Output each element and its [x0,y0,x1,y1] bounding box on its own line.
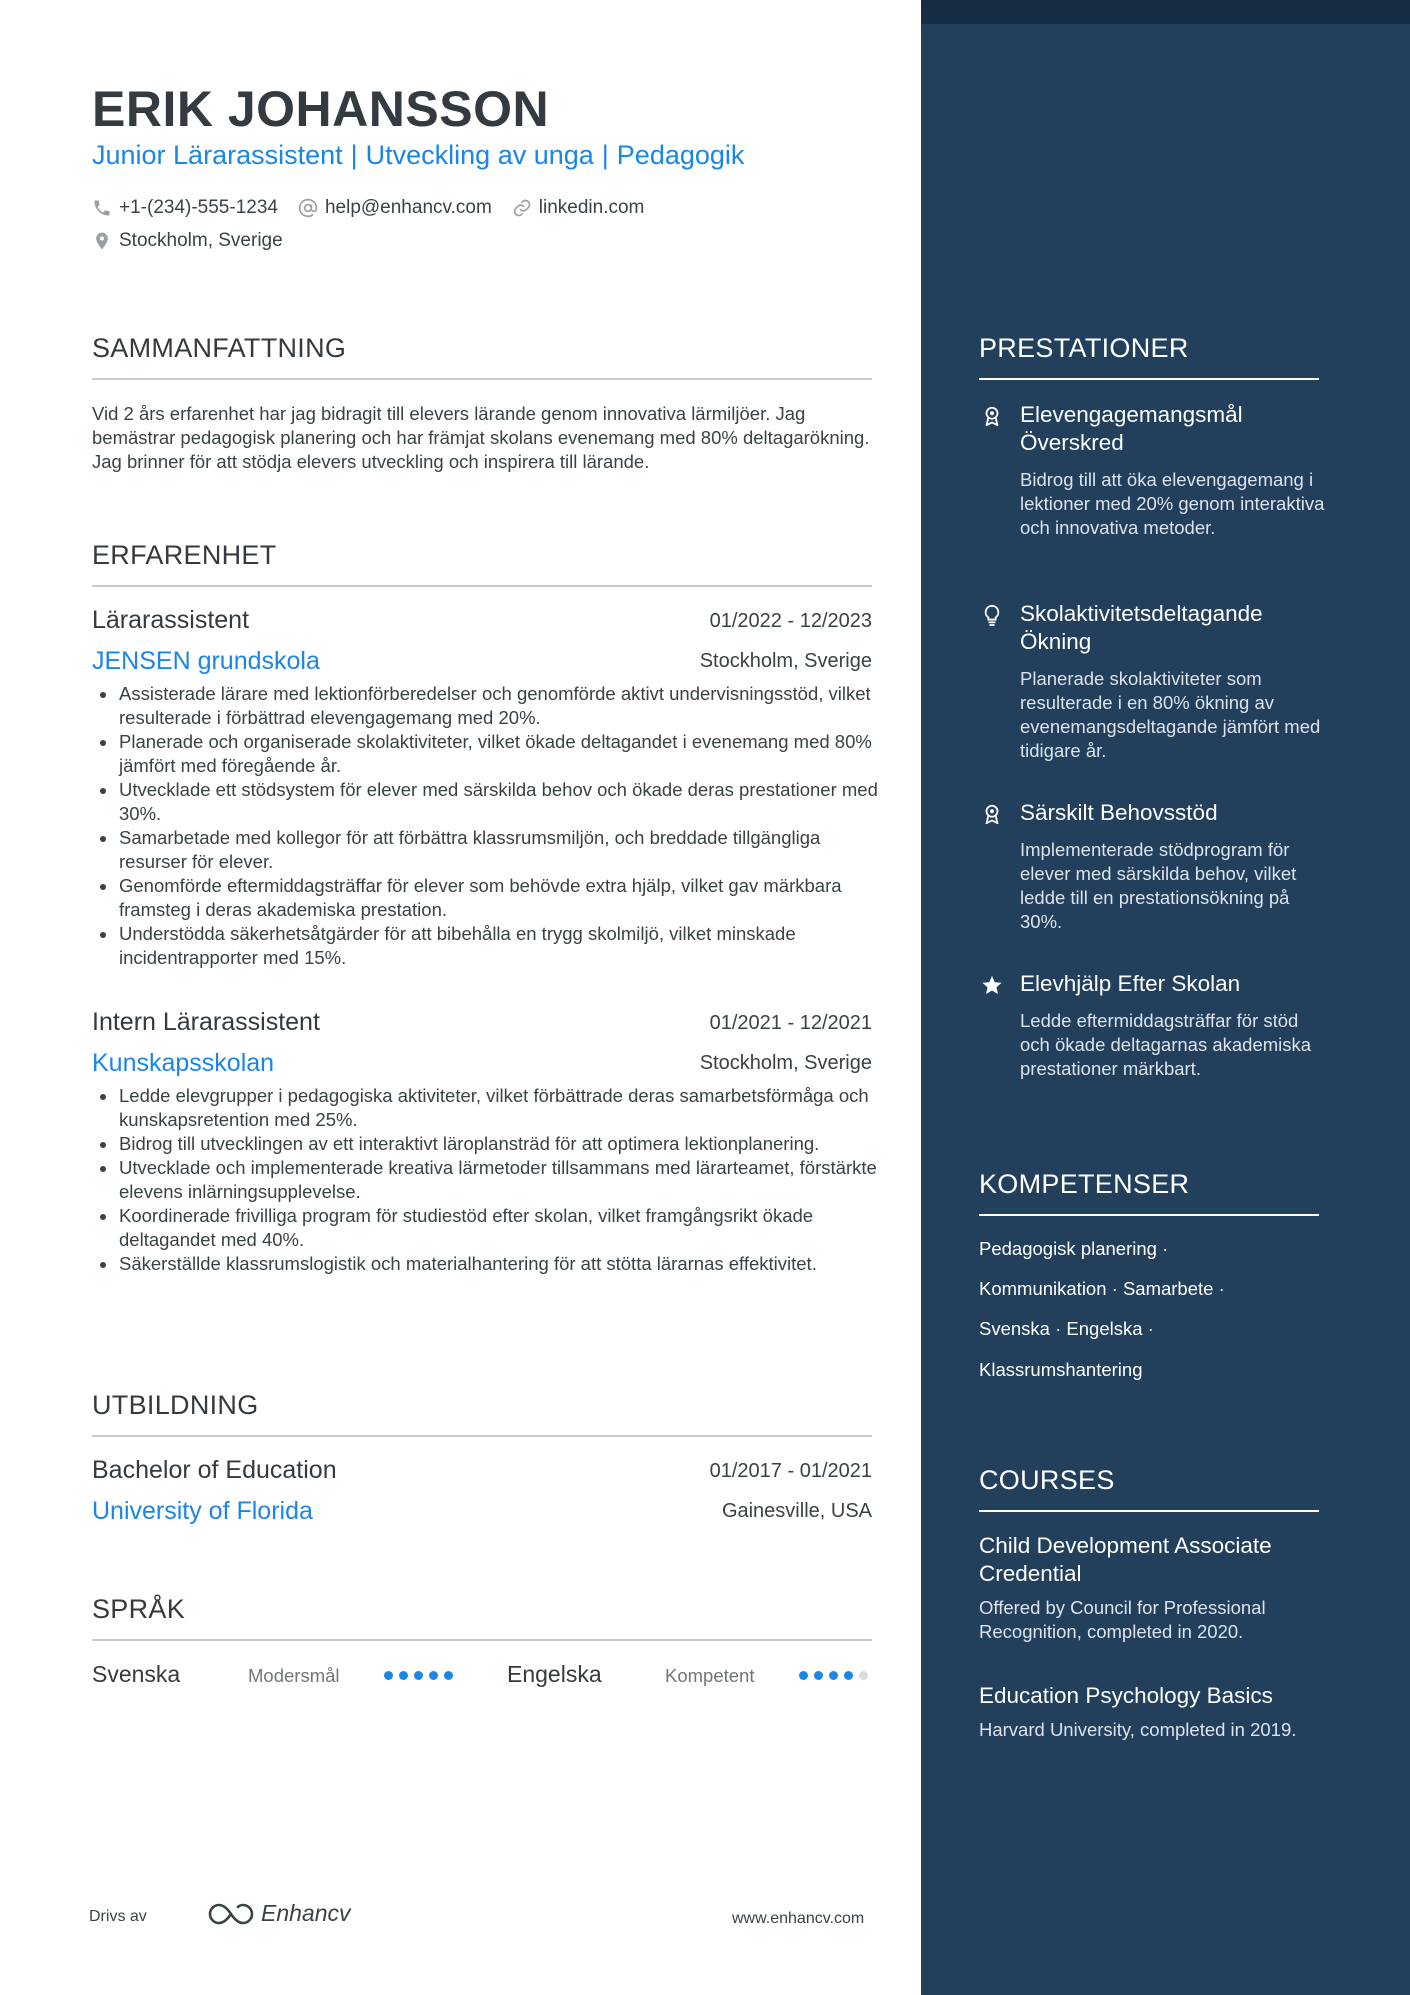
list-item: Säkerställde klassrumslogistik och materialhantering för att stötta lärarnas effektivitet. [92,1252,882,1276]
contact-email[interactable] [298,197,492,219]
course-desc: Offered by Council for Professional Recognition, completed in 2020. [979,1597,1266,1642]
headline [92,140,744,171]
email-text: help@enhancv.com [324,197,492,218]
skill-line: Pedagogisk planering · [979,1238,1169,1259]
linkedin-text: linkedin.com [538,197,645,218]
section-divider [92,378,872,380]
rating-dot-filled [414,1671,423,1680]
award-ribbon-icon [981,803,1003,825]
achievement-desc: Implementerade stödprogram för elever med särskilda behov, vilket ledde till en prestationsökning på 30%. [1020,839,1297,932]
list-item: Ledde elevgrupper i pedagogiska aktiviteter, vilket förbättrade deras samarbetsförmåga och kunskapsretention med 25%. [92,1084,882,1132]
rating-dot-filled [814,1671,823,1680]
rating-dot-filled [829,1671,838,1680]
footer-url[interactable]: www.enhancv.com [732,1910,865,1927]
achievement-title: Elevengagemangsmål Överskred [1020,402,1243,455]
achievement-desc: Bidrog till att öka elevengagemang i lektioner med 20% genom interaktiva och innovativa metoder. [1020,469,1325,538]
job-location: Stockholm, Sverige [699,650,872,672]
list-item: Bidrog till utvecklingen av ett interaktivt läroplansträd för att optimera lektionplanering. [92,1132,882,1156]
language-level: Modersmål [248,1665,340,1686]
star-icon [981,974,1003,996]
list-item: Utvecklade och implementerade kreativa lärmetoder tillsammans med lärarteamet, förstärkte elevens inlärningsupplevelse. [92,1156,882,1204]
rating-dot-filled [429,1671,438,1680]
footer-brand-name: Enhancv [261,1900,351,1926]
headline-separator: | [601,140,609,170]
course-desc: Harvard University, completed in 2019. [979,1719,1297,1740]
education-location: Gainesville, USA [721,1500,872,1522]
contact-linkedin[interactable] [512,197,645,219]
rating-dot-filled [844,1671,853,1680]
achievement-desc: Planerade skolaktiviteter som resulterade i en 80% ökning av evenemangsdeltagande jämfört med tidigare år. [1020,668,1321,761]
rating-dot-filled [399,1671,408,1680]
list-item: Assisterade lärare med lektionförberedelser och genomförde aktivt undervisningsstöd, vilket resulterade i förbättrad elevengagemang med 20%. [92,682,882,730]
section-title-education: UTBILDNING [92,1390,259,1420]
contact-location [92,230,283,252]
language-name: Engelska [507,1661,602,1687]
section-title-achievements: PRESTATIONER [979,333,1189,363]
achievement-title: Skolaktivitetsdeltagande Ökning [1020,601,1263,654]
headline-separator: | [350,140,358,170]
course-title: Education Psychology Basics [979,1683,1273,1708]
phone-text: +1-(234)-555-1234 [119,197,278,218]
skill-line: Klassrumshantering [979,1359,1143,1380]
job-dates: 01/2022 - 12/2023 [709,610,872,632]
section-title-experience: ERFARENHET [92,540,277,570]
headline-part: Junior Lärarassistent [92,140,343,170]
rating-dot-filled [799,1671,808,1680]
contact-row-2 [92,230,303,252]
list-item: Utvecklade ett stödsystem för elever med särskilda behov och ökade deras prestationer med 30%. [92,778,882,826]
list-item: Understödda säkerhetsåtgärder för att bibehålla en trygg skolmiljö, vilket minskade incidentrapporter med 15%. [92,922,882,970]
phone-icon [92,198,112,218]
section-divider [92,585,872,587]
award-ribbon-icon [981,405,1003,427]
section-divider [92,1639,872,1641]
footer-brand[interactable] [207,1900,351,1927]
sidebar-top-bar [921,0,1410,24]
enhancv-logo-icon [207,1901,255,1927]
skill-line: Kommunikation · Samarbete · [979,1278,1225,1299]
section-title-summary: SAMMANFATTNING [92,333,347,363]
contact-phone[interactable] [92,197,278,219]
job-bullets [92,682,882,970]
headline-part: Pedagogik [616,140,745,170]
sidebar [921,0,1410,1995]
section-title-languages: SPRÅK [92,1594,186,1624]
achievement-title: Särskilt Behovsstöd [1020,800,1218,825]
job-bullets [92,1084,882,1276]
rating-dot-filled [384,1671,393,1680]
list-item: Planerade och organiserade skolaktiviteter, vilket ökade deltagandet i evenemang med 80% jämfört med föregående år. [92,730,882,778]
job-role: Intern Lärarassistent [92,1008,320,1036]
language-rating [384,1671,459,1680]
contact-row [92,197,664,219]
section-divider [979,378,1319,380]
skill-line: Svenska · Engelska · [979,1318,1154,1339]
section-title-courses: COURSES [979,1465,1115,1495]
rating-dot-filled [444,1671,453,1680]
summary-text: Vid 2 års erfarenhet har jag bidragit till elevers lärande genom innovativa lärmiljöer. Jag bemästrar pedagogisk planering och har främjat skolans evenemang med 80% deltagarökning. Jag brinner för att stödja elevers utveckling och inspirera till lärande. [92,403,870,472]
achievement-title: Elevhjälp Efter Skolan [1020,971,1241,996]
location-pin-icon [92,231,112,251]
job-role: Lärarassistent [92,606,250,634]
education-degree: Bachelor of Education [92,1456,337,1484]
language-name: Svenska [92,1661,181,1687]
candidate-name: ERIK JOHANSSON [92,81,550,137]
job-dates: 01/2021 - 12/2021 [709,1012,872,1034]
headline-part: Utveckling av unga [365,140,594,170]
rating-dot-empty [859,1671,868,1680]
footer-powered-by: Drivs av [89,1908,147,1925]
lightbulb-icon [981,604,1003,626]
achievement-desc: Ledde eftermiddagsträffar för stöd och ökade deltagarnas akademiska prestationer märkbart. [1020,1010,1312,1079]
at-icon [298,198,318,218]
section-title-skills: KOMPETENSER [979,1169,1190,1199]
section-divider [979,1214,1319,1216]
education-dates: 01/2017 - 01/2021 [709,1460,872,1482]
list-item: Samarbetade med kollegor för att förbättra klassrumsmiljön, och breddade tillgängliga resurser för elever. [92,826,882,874]
language-rating [799,1671,874,1680]
job-company[interactable]: JENSEN grundskola [92,647,320,675]
job-location: Stockholm, Sverige [699,1052,872,1074]
list-item: Genomförde eftermiddagsträffar för elever som behövde extra hjälp, vilket gav märkbara framsteg i deras akademiska prestation. [92,874,882,922]
language-level: Kompetent [665,1665,755,1686]
location-text: Stockholm, Sverige [119,230,283,251]
link-icon [512,198,532,218]
education-school[interactable]: University of Florida [92,1497,313,1525]
list-item: Koordinerade frivilliga program för studiestöd efter skolan, vilket framgångsrikt ökade deltagandet med 40%. [92,1204,882,1252]
course-title: Child Development Associate Credential [979,1533,1272,1586]
job-company[interactable]: Kunskapsskolan [92,1049,275,1077]
section-divider [92,1435,872,1437]
section-divider [979,1510,1319,1512]
